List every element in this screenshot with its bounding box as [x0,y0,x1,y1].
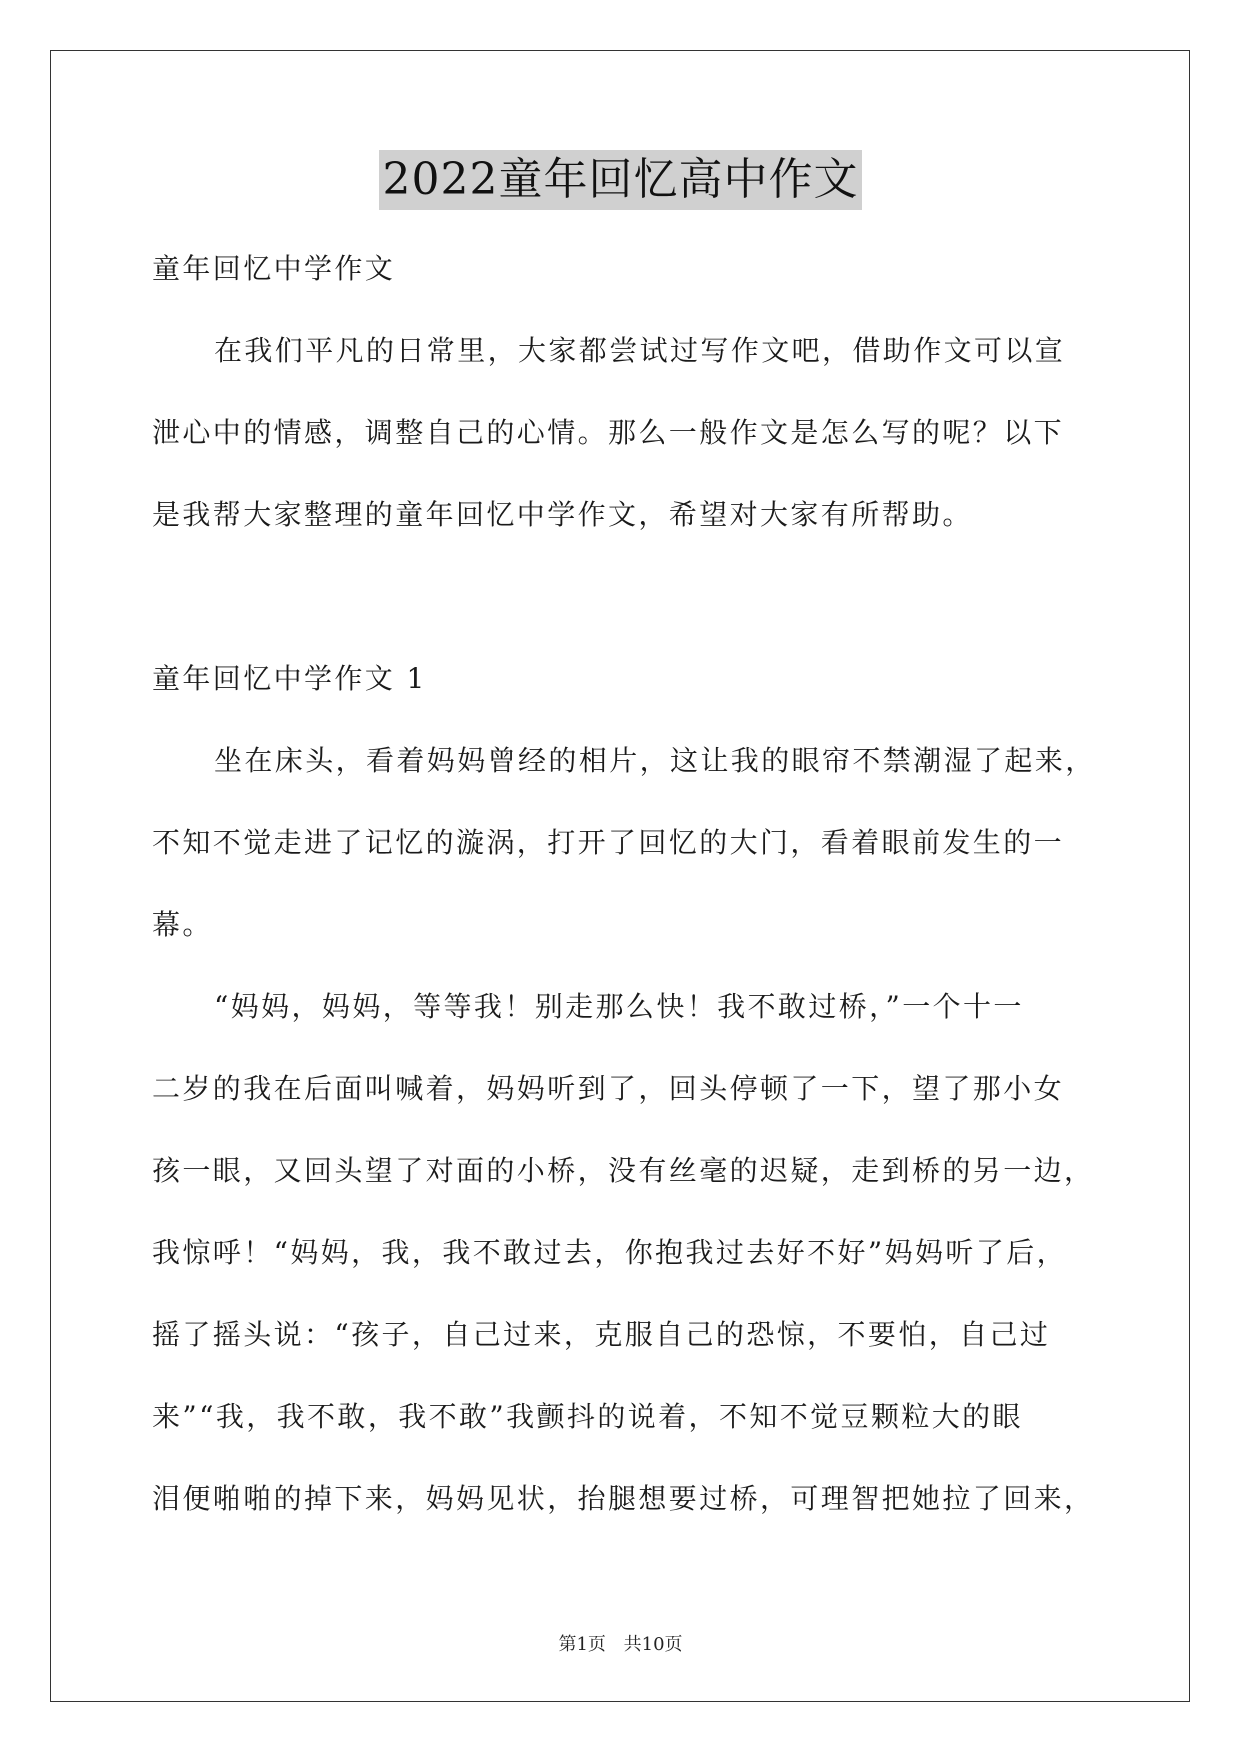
page-total: 共10页 [623,1634,683,1655]
subtitle: 童年回忆中学作文 [152,252,396,285]
paragraph-line: 我惊呼！“妈妈，我，我不敢过去，你抱我过去好不好”妈妈听了后， [152,1236,1068,1269]
paragraph-line: 不知不觉走进了记忆的漩涡，打开了回忆的大门，看着眼前发生的一 [152,826,1065,859]
paragraph-line: 孩一眼，又回头望了对面的小桥，没有丝毫的迟疑，走到桥的另一边， [152,1154,1095,1187]
paragraph-line: 坐在床头，看着妈妈曾经的相片，这让我的眼帘不禁潮湿了起来， [214,744,1096,777]
section-heading: 童年回忆中学作文 1 [152,662,427,695]
intro-line: 是我帮大家整理的童年回忆中学作文，希望对大家有所帮助。 [152,498,973,531]
intro-line: 泄心中的情感，调整自己的心情。那么一般作文是怎么写的呢？以下 [152,416,1065,449]
title-container [0,150,1241,210]
paragraph-line: 泪便啪啪的掉下来，妈妈见状，抬腿想要过桥，可理智把她拉了回来， [152,1482,1095,1515]
intro-line: 在我们平凡的日常里，大家都尝试过写作文吧，借助作文可以宣 [214,334,1066,367]
paragraph-line: 幕。 [152,908,213,941]
paragraph-line: 摇了摇头说：“孩子，自己过来，克服自己的恐惊，不要怕，自己过 [152,1318,1051,1351]
document-body [152,252,1112,1564]
paragraph-gap [152,580,1112,662]
paragraph-line: 二岁的我在后面叫喊着，妈妈听到了，回头停顿了一下，望了那小女 [152,1072,1065,1105]
document-title: 2022童年回忆高中作文 [379,150,863,210]
page-number: 第1页 [558,1634,606,1655]
paragraph-line: “妈妈，妈妈，等等我！别走那么快！我不敢过桥，”一个十一 [214,990,1024,1023]
page-footer [0,1630,1241,1656]
paragraph-line: 来”“我，我不敢，我不敢”我颤抖的说着，不知不觉豆颗粒大的眼 [152,1400,1023,1433]
